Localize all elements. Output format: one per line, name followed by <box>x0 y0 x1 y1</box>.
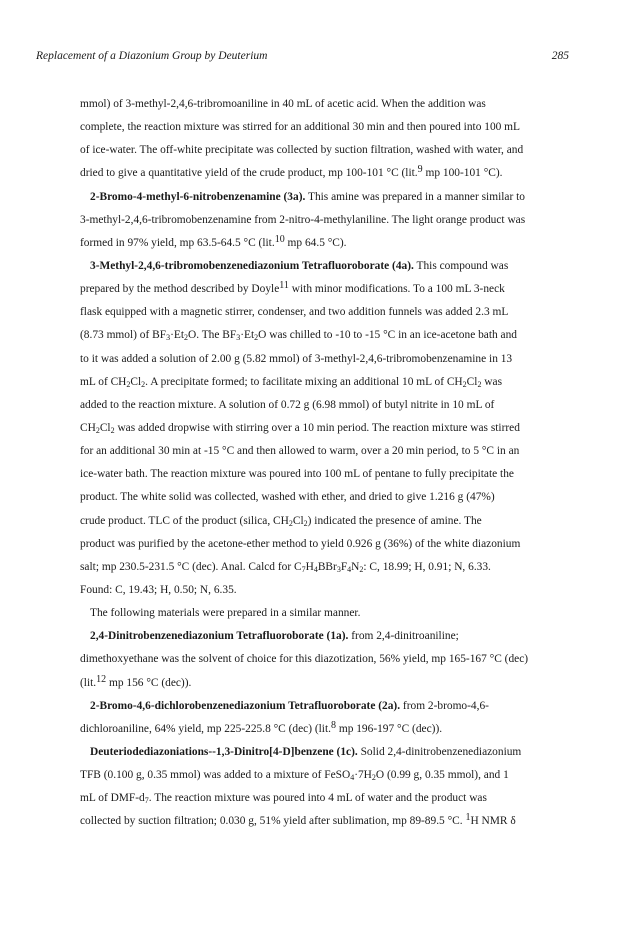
subscript: 2 <box>110 425 115 435</box>
subscript: 2 <box>477 379 482 389</box>
text-run: O was chilled to -10 to -15 °C in an ice-acetone bath and <box>258 329 518 342</box>
text-line <box>80 695 560 718</box>
compound-heading: 2-Bromo-4,6-dichlorobenzenediazonium Tetrafluoroborate (2a). <box>90 699 401 712</box>
compound-heading: 2,4-Dinitrobenzenediazonium Tetrafluoroborate (1a). <box>90 630 349 643</box>
text-run: added to the reaction mixture. A solution of 0.72 g (6.98 mmol) of butyl nitrite in 10 mL of <box>80 398 495 411</box>
text-run: dried to give a quantitative yield of the crude product, mp 100-101 °C (lit. <box>80 167 418 180</box>
text-line <box>80 625 560 648</box>
text-line <box>80 348 560 371</box>
text-line <box>80 232 560 255</box>
text-line <box>80 255 560 278</box>
text-run: crude product. TLC of the product (silica, CH <box>80 514 289 527</box>
text-run: O (0.99 g, 0.35 mmol), and 1 <box>375 769 509 782</box>
subscript: 4 <box>313 564 318 574</box>
subscript: 3 <box>166 333 171 343</box>
text-line <box>80 556 560 579</box>
text-run: F <box>340 560 348 573</box>
text-run: complete, the reaction mixture was stirred for an additional 30 min and then poured into 100 mL <box>80 121 521 134</box>
text-run: ·Et <box>240 329 255 342</box>
text-run: mp 100-101 °C). <box>422 167 503 180</box>
text-run: ) indicated the presence of amine. The <box>307 514 482 527</box>
subscript: 2 <box>371 773 376 783</box>
text-run: Cl <box>99 421 111 434</box>
subscript: 2 <box>303 518 308 528</box>
text-run: . The reaction mixture was poured into 4 mL of water and the product was <box>148 792 487 805</box>
text-run: of ice-water. The off-white precipitate was collected by suction filtration, washed with water, and <box>80 144 524 157</box>
text-run: from 2-bromo-4,6- <box>400 699 489 712</box>
running-title: Replacement of a Diazonium Group by Deuterium <box>36 50 268 62</box>
text-line <box>80 186 560 209</box>
text-line <box>80 278 560 301</box>
text-run: dimethoxyethane was the solvent of choice for this diazotization, 56% yield, mp 165-167 °C (dec) <box>80 653 529 666</box>
text-line <box>80 463 560 486</box>
text-run: with minor modifications. To a 100 mL 3-neck <box>288 283 505 296</box>
text-run: : C, 18.99; H, 0.91; N, 6.33. <box>363 560 491 573</box>
subscript: 2 <box>141 379 146 389</box>
text-line <box>80 672 560 695</box>
reference-superscript: 11 <box>279 280 289 292</box>
subscript: 7 <box>144 796 149 806</box>
text-line <box>80 324 560 347</box>
text-run: ·Et <box>170 329 184 342</box>
text-line <box>80 209 560 232</box>
subscript: 7 <box>301 564 306 574</box>
text-run: collected by suction filtration; 0.030 g, 51% yield after sublimation, mp 89-89.5 °C. <box>80 815 466 828</box>
text-run: formed in 97% yield, mp 63.5-64.5 °C (lit. <box>80 236 275 249</box>
subscript: 2 <box>462 379 467 389</box>
text-run: . A precipitate formed; to facilitate mixing an additional 10 mL of CH <box>145 375 463 388</box>
text-run: from 2,4-dinitroaniline; <box>348 630 459 643</box>
text-run: TFB (0.100 g, 0.35 mmol) was added to a mixture of FeSO <box>80 769 351 782</box>
text-run: product was purified by the acetone-ether method to yield 0.926 g (36%) of the white diazonium <box>80 537 521 550</box>
text-run: mmol) of 3-methyl-2,4,6-tribromoaniline in 40 mL of acetic acid. When the addition was <box>80 98 486 110</box>
text-line <box>80 533 560 556</box>
text-run: This compound was <box>413 259 509 272</box>
text-run: salt; mp 230.5-231.5 °C (dec). Anal. Calcd for C <box>80 560 302 573</box>
compound-heading: 3-Methyl-2,4,6-tribromobenzenediazonium Tetrafluoroborate (4a). <box>90 259 414 272</box>
text-run: Cl <box>130 375 142 388</box>
text-run: was added dropwise with stirring over a 10 min period. The reaction mixture was stirred <box>114 421 520 434</box>
text-run: ·7H <box>354 769 372 782</box>
text-run: mL of DMF-d <box>80 792 145 805</box>
running-head <box>36 50 569 66</box>
text-line <box>80 579 560 602</box>
text-run: mp 64.5 °C). <box>284 236 347 249</box>
subscript: 2 <box>95 425 100 435</box>
text-line <box>80 510 560 533</box>
text-run: H <box>305 560 314 573</box>
reference-superscript: 9 <box>417 164 423 176</box>
text-run: mp 156 °C (dec)). <box>106 676 192 689</box>
text-run: Found: C, 19.43; H, 0.50; N, 6.35. <box>80 583 237 596</box>
text-line <box>80 301 560 324</box>
subscript: 3 <box>336 564 341 574</box>
text-line <box>80 417 560 440</box>
text-run: CH <box>80 421 96 434</box>
text-line <box>80 718 560 741</box>
text-line <box>80 116 560 139</box>
text-line <box>80 741 560 764</box>
text-run: was <box>481 375 502 388</box>
text-run: ice-water bath. The reaction mixture was poured into 100 mL of pentane to fully precipitate the <box>80 468 514 481</box>
reference-superscript: 10 <box>274 233 285 245</box>
reference-superscript: 8 <box>330 719 336 731</box>
text-line <box>80 162 560 185</box>
body-text <box>80 93 560 834</box>
text-run: (lit. <box>80 676 97 689</box>
subscript: 2 <box>254 333 259 343</box>
text-run: BBr <box>317 560 337 573</box>
text-line <box>80 486 560 509</box>
subscript: 2 <box>288 518 293 528</box>
text-line <box>80 648 560 671</box>
text-run: The following materials were prepared in a similar manner. <box>90 607 361 620</box>
text-run: 3-methyl-2,4,6-tribromobenzenamine from 2-nitro-4-methylaniline. The light orange product was <box>80 213 526 226</box>
text-run: O. The BF <box>188 329 237 342</box>
text-run: product. The white solid was collected, washed with ether, and dried to give 1.216 g (47%) <box>80 491 495 504</box>
text-run: to it was added a solution of 2.00 g (5.82 mmol) of 3-methyl-2,4,6-tribromobenzenamine in 13 <box>80 352 513 365</box>
text-run: flask equipped with a magnetic stirrer, condenser, and two addition funnels was added 2.3 mL <box>80 306 509 319</box>
text-run: H NMR δ <box>470 815 516 828</box>
text-run: This amine was prepared in a manner similar to <box>305 190 525 203</box>
text-line <box>80 371 560 394</box>
text-run: Cl <box>292 514 304 527</box>
text-run: mL of CH <box>80 375 127 388</box>
subscript: 2 <box>184 333 188 343</box>
text-run: for an additional 30 min at -15 °C and then allowed to warm, over a 20 min period, to 5 °C in an <box>80 445 520 458</box>
text-line <box>80 764 560 787</box>
subscript: 2 <box>359 564 364 574</box>
text-line <box>80 440 560 463</box>
text-line <box>80 139 560 162</box>
reference-superscript: 12 <box>96 673 107 685</box>
text-line <box>80 810 560 833</box>
text-run: dichloroaniline, 64% yield, mp 225-225.8 °C (dec) (lit. <box>80 722 331 735</box>
page-number: 285 <box>551 50 569 62</box>
isotope-superscript: 1 <box>465 812 471 824</box>
text-run: (8.73 mmol) of BF <box>80 329 167 342</box>
text-run: N <box>351 560 360 573</box>
subscript: 3 <box>236 333 241 343</box>
text-line <box>80 394 560 417</box>
compound-heading: 2-Bromo-4-methyl-6-nitrobenzenamine (3a). <box>90 190 306 203</box>
subscript: 4 <box>350 773 355 783</box>
text-line <box>80 602 560 625</box>
subscript: 4 <box>347 564 352 574</box>
text-run: Solid 2,4-dinitrobenzenediazonium <box>357 745 522 758</box>
compound-heading: Deuteriodediazoniations--1,3-Dinitro[4-D]benzene (1c). <box>90 745 358 758</box>
text-line <box>80 93 560 116</box>
subscript: 2 <box>126 379 131 389</box>
text-run: prepared by the method described by Doyle <box>80 283 280 296</box>
text-line <box>80 787 560 810</box>
text-run: mp 196-197 °C (dec)). <box>335 722 443 735</box>
text-run: Cl <box>466 375 478 388</box>
